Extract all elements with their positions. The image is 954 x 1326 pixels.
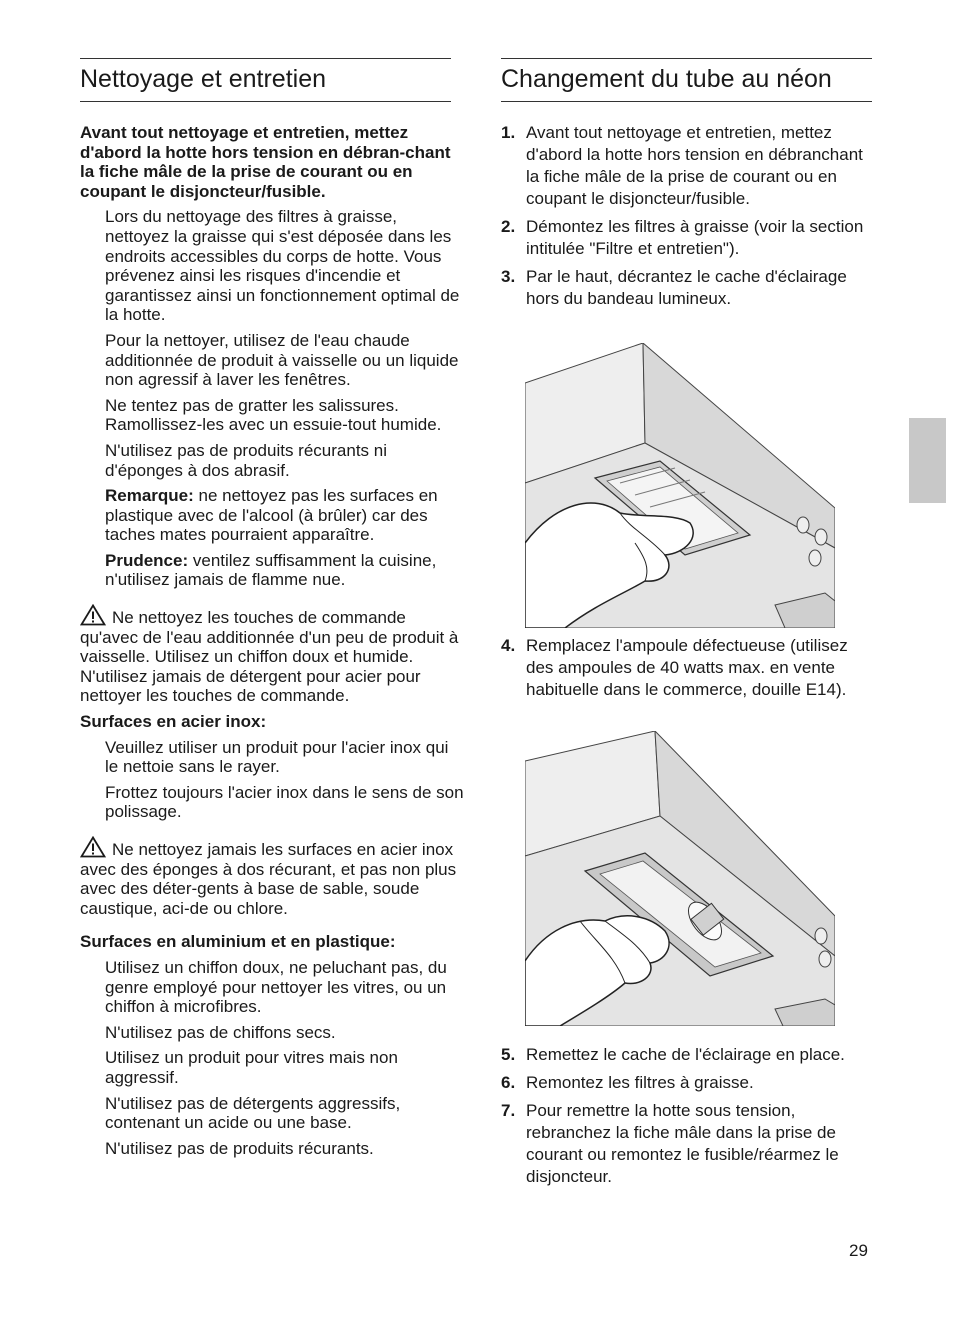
left-column <box>80 123 465 1164</box>
step-item <box>501 635 876 701</box>
steps-list-a <box>501 122 876 310</box>
steps-list-b <box>501 635 876 701</box>
step-number: 2. <box>501 217 516 236</box>
left-section-title: Nettoyage et entretien <box>80 65 326 93</box>
paragraph: Utilisez un produit pour vitres mais non aggressif. <box>105 1048 398 1087</box>
step-number: 3. <box>501 267 516 286</box>
step-number: 6. <box>501 1073 516 1092</box>
language-tab-marker <box>909 418 946 503</box>
paragraph: Frottez toujours l'acier inox dans le sens de son polissage. <box>105 782 464 822</box>
inox-title: Surfaces en acier inox: <box>80 712 267 732</box>
paragraph: N'utilisez pas de détergents aggressifs, contenant un acide ou une base. <box>105 1093 401 1133</box>
left-title-rule <box>80 101 451 102</box>
remark-paragraph <box>80 486 465 545</box>
hood-bulb-illustration <box>525 731 835 1026</box>
paragraph: Ne tentez pas de gratter les salissures. Ramollissez-les avec un essuie-tout humide. <box>105 395 442 435</box>
alu-title: Surfaces en aluminium et en plastique: <box>80 932 396 952</box>
step-number: 1. <box>501 123 516 142</box>
lead-paragraph: Avant tout nettoyage et entretien, mettez d'abord la hotte hors tension en débran-chant la fiche mâle de la prise de courant ou en coupant le disjoncteur/fusible. <box>80 123 451 201</box>
remark-text: ne nettoyez pas les surfaces en plastique avec de l'alcool (à brûler) car des taches mates pourraient apparaître. <box>105 486 438 545</box>
step-text: Pour remettre la hotte sous tension, rebranchez la fiche mâle dans la prise de courant ou remontez le fusible/réarmez le disjoncteur. <box>526 1101 839 1186</box>
step-item <box>501 216 876 260</box>
paragraph: N'utilisez pas de produits récurants. <box>105 1138 374 1158</box>
step-text: Remettez le cache de l'éclairage en place. <box>526 1045 845 1064</box>
right-section-title: Changement du tube au néon <box>501 65 832 93</box>
warning-paragraph-2 <box>80 836 465 918</box>
warning-text-1b: N'utilisez jamais de détergent pour acier pour nettoyer les touches de commande. <box>80 666 421 706</box>
warning-icon <box>80 604 106 626</box>
right-top-rule <box>501 58 872 59</box>
step-item <box>501 1100 876 1188</box>
step-text: Démontez les filtres à graisse (voir la section intitulée "Filtre et entretien"). <box>526 217 864 258</box>
step-number: 5. <box>501 1045 516 1064</box>
caution-label: Prudence: <box>105 550 189 570</box>
step-number: 4. <box>501 636 516 655</box>
warning-icon <box>80 836 106 858</box>
step-item <box>501 266 876 310</box>
step-item <box>501 122 876 210</box>
step-text: Avant tout nettoyage et entretien, mettez d'abord la hotte hors tension en débranchant la fiche mâle de la prise de courant ou en coupant le disjoncteur/fusible. <box>526 123 863 208</box>
step-text: Par le haut, décrantez le cache d'éclairage hors du bandeau lumineux. <box>526 267 847 308</box>
step-item <box>501 1044 876 1066</box>
warning-text-2: Ne nettoyez jamais les surfaces en acier inox avec des éponges à dos récurant, et pas non plus avec des déter-gents à base de sable, soude caustique, aci-de ou chlore. <box>80 840 457 918</box>
caution-text: ventilez suffisamment la cuisine, n'utilisez jamais de flamme nue. <box>105 550 437 590</box>
step-number: 7. <box>501 1101 516 1120</box>
step-item <box>501 1072 876 1094</box>
hood-light-cover-illustration <box>525 343 835 628</box>
paragraph: Utilisez un chiffon doux, ne peluchant pas, du genre employé pour nettoyer les vitres, ou un chiffon à microfibres. <box>105 957 447 1017</box>
page-number: 29 <box>849 1241 868 1260</box>
left-top-rule <box>80 58 451 59</box>
warning-paragraph-1 <box>80 604 465 667</box>
paragraph: N'utilisez pas de produits récurants ni d'éponges à dos abrasif. <box>105 440 387 480</box>
right-title-rule <box>501 101 872 102</box>
step-text: Remontez les filtres à graisse. <box>526 1073 754 1092</box>
paragraph: Veuillez utiliser un produit pour l'acier inox qui le nettoie sans le rayer. <box>105 737 449 777</box>
step-text: Remplacez l'ampoule défectueuse (utilisez des ampoules de 40 watts max. en vente habituelle dans le commerce, douille E14). <box>526 636 848 699</box>
paragraph: Lors du nettoyage des filtres à graisse, nettoyez la graisse qui s'est déposée dans les endroits accessibles du corps de hotte. Vous prévenez ainsi les risques d'incendie et garantissez ainsi un fonctionnement optimal de la hotte. <box>105 207 460 325</box>
paragraph: N'utilisez pas de chiffons secs. <box>105 1022 336 1042</box>
warning-text-1: Ne nettoyez les touches de commande qu'avec de l'eau additionnée d'un peu de produit à vaisselle. Utilisez un chiffon doux et humide. <box>80 608 459 667</box>
steps-list-c <box>501 1044 876 1188</box>
paragraph: Pour la nettoyer, utilisez de l'eau chaude additionnée de produit à vaisselle ou un liquide non agressif à laver les fenêtres. <box>105 330 459 390</box>
remark-label: Remarque: <box>105 486 194 506</box>
caution-paragraph <box>80 551 465 590</box>
